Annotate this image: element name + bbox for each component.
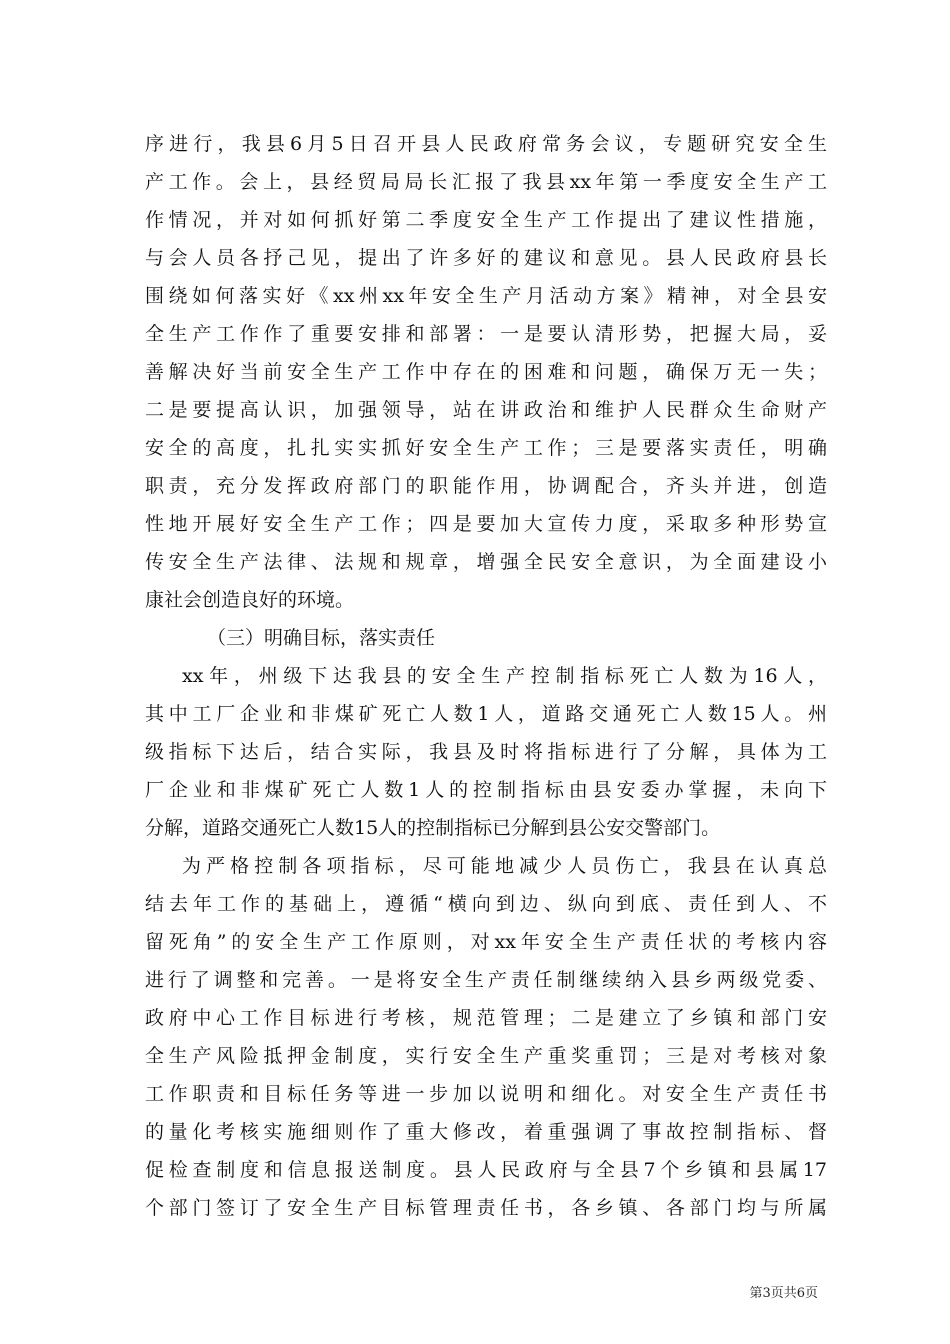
text-line: 二是要提高认识，加强领导，站在讲政治和维护人民群众生命财产 xyxy=(145,399,827,421)
text-line: 善解决好当前安全生产工作中存在的困难和问题，确保万无一失； xyxy=(145,361,827,383)
text-line: 性地开展好安全生产工作；四是要加大宣传力度，采取多种形势宣 xyxy=(145,513,827,535)
text-line: 作情况，并对如何抓好第二季度安全生产工作提出了建议性措施， xyxy=(145,209,827,231)
paragraph-responsibility-system xyxy=(145,847,827,1227)
text-line: 序进行，我县6月5日召开县人民政府常务会议，专题研究安全生 xyxy=(145,133,827,155)
text-line: 留死角”的安全生产工作原则，对xx年安全生产责任状的考核内容 xyxy=(145,931,827,953)
text-line: 级指标下达后，结合实际，我县及时将指标进行了分解，具体为工 xyxy=(145,741,827,763)
text-line: 康社会创造良好的环境。 xyxy=(145,589,355,611)
text-line: 工作职责和目标任务等进一步加以说明和细化。对安全生产责任书 xyxy=(145,1083,827,1105)
text-line: 其中工厂企业和非煤矿死亡人数1人，道路交通死亡人数15人。州 xyxy=(145,703,827,725)
text-line: 进行了调整和完善。一是将安全生产责任制继续纳入县乡两级党委、 xyxy=(145,969,827,991)
paragraph-safety-meeting xyxy=(145,125,827,619)
text-line: 职责，充分发挥政府部门的职能作用，协调配合，齐头并进，创造 xyxy=(145,475,827,497)
text-line: 与会人员各抒己见，提出了许多好的建议和意见。县人民政府县长 xyxy=(145,247,827,269)
page-number: 第3页共6页 xyxy=(749,1286,818,1301)
text-line: 的量化考核实施细则作了重大修改，着重强调了事故控制指标、督 xyxy=(145,1121,827,1143)
text-line: 促检查制度和信息报送制度。县人民政府与全县7个乡镇和县属17 xyxy=(145,1159,827,1181)
text-line: 全生产工作作了重要安排和部署：一是要认清形势，把握大局，妥 xyxy=(145,323,827,345)
text-line: 结去年工作的基础上，遵循“横向到边、纵向到底、责任到人、不 xyxy=(145,893,827,915)
text-line: 产工作。会上，县经贸局局长汇报了我县xx年第一季度安全生产工 xyxy=(145,171,827,193)
text-line: 为严格控制各项指标，尽可能地减少人员伤亡，我县在认真总 xyxy=(182,855,827,877)
text-line: 厂企业和非煤矿死亡人数1人的控制指标由县安委办掌握，未向下 xyxy=(145,779,827,801)
text-line: 传安全生产法律、法规和规章，增强全民安全意识，为全面建设小 xyxy=(145,551,827,573)
text-line: 全生产风险抵押金制度，实行安全生产重奖重罚；三是对考核对象 xyxy=(145,1045,827,1067)
text-line: 个部门签订了安全生产目标管理责任书，各乡镇、各部门均与所属 xyxy=(145,1197,827,1219)
text-line: xx年，州级下达我县的安全生产控制指标死亡人数为16人， xyxy=(182,665,827,687)
text-line: 分解，道路交通死亡人数15人的控制指标已分解到县公安交警部门。 xyxy=(145,817,721,839)
text-line: 政府中心工作目标进行考核，规范管理；二是建立了乡镇和部门安 xyxy=(145,1007,827,1029)
section-heading: （三）明确目标，落实责任 xyxy=(207,627,436,649)
text-line: 围绕如何落实好《xx州xx年安全生产月活动方案》精神，对全县安 xyxy=(145,285,827,307)
paragraph-control-targets xyxy=(145,657,827,847)
text-line: 安全的高度，扎扎实实抓好安全生产工作；三是要落实责任，明确 xyxy=(145,437,827,459)
document-body xyxy=(145,125,827,1227)
